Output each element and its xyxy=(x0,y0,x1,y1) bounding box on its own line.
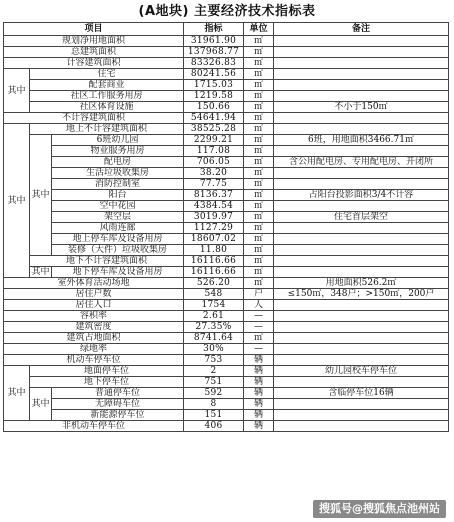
row-item: 空中花园 xyxy=(52,201,184,212)
row-unit: ㎡ xyxy=(244,201,274,212)
row-value: 1754 xyxy=(184,300,244,311)
table-row xyxy=(4,212,449,223)
row-note xyxy=(274,179,449,190)
table-row xyxy=(4,190,449,201)
row-unit: ㎡ xyxy=(244,47,274,58)
group-label: 其中 xyxy=(30,135,52,256)
row-item: 居住户数 xyxy=(4,289,184,300)
row-unit: ㎡ xyxy=(244,234,274,245)
row-value: 4384.54 xyxy=(184,201,244,212)
row-note xyxy=(274,410,449,421)
row-item: 地上停车库及设备用房 xyxy=(52,234,184,245)
row-item: 地下不计容建筑面积 xyxy=(30,256,184,267)
row-note xyxy=(274,245,449,256)
row-note xyxy=(274,344,449,355)
row-item: 规划净用地面积 xyxy=(4,36,184,47)
row-value: 38.20 xyxy=(184,168,244,179)
row-note xyxy=(274,201,449,212)
table-row xyxy=(4,102,449,113)
row-item: 室外体育活动场地 xyxy=(4,278,184,289)
row-item: 住宅 xyxy=(30,69,184,80)
row-value: 526.20 xyxy=(184,278,244,289)
row-item: 绿地率 xyxy=(4,344,184,355)
row-note xyxy=(274,146,449,157)
row-item: 新能源停车位 xyxy=(52,410,184,421)
row-note: 占阳台投影面积3/4不计容 xyxy=(274,190,449,201)
row-item: 居住人口 xyxy=(4,300,184,311)
row-value: 117.08 xyxy=(184,146,244,157)
row-value: 151 xyxy=(184,410,244,421)
table-row xyxy=(4,278,449,289)
table-title: (A地块) 主要经济技术指标表 xyxy=(138,4,316,19)
row-unit: ㎡ xyxy=(244,267,274,278)
row-item: 物业服务用房 xyxy=(52,146,184,157)
table-row xyxy=(4,421,449,432)
row-unit: ㎡ xyxy=(244,333,274,344)
row-item: 普通停车位 xyxy=(52,388,184,399)
row-item: 生活垃圾收集房 xyxy=(52,168,184,179)
row-unit: ㎡ xyxy=(244,146,274,157)
row-note: 幼儿园校车停车位 xyxy=(274,366,449,377)
row-value: 54641.94 xyxy=(184,113,244,124)
row-item: 地下停车库及设备用房 xyxy=(52,267,184,278)
row-note xyxy=(274,168,449,179)
row-unit: ㎡ xyxy=(244,36,274,47)
row-item: 装修（大件）垃圾收集房 xyxy=(52,245,184,256)
table-row xyxy=(4,135,449,146)
row-note: 住宅首层架空 xyxy=(274,212,449,223)
row-value: 77.75 xyxy=(184,179,244,190)
row-note xyxy=(274,58,449,69)
group-label: 其中 xyxy=(4,124,30,278)
row-note xyxy=(274,234,449,245)
row-item: 社区工作服务用房 xyxy=(30,91,184,102)
row-note xyxy=(274,377,449,388)
row-unit: ㎡ xyxy=(244,157,274,168)
row-unit: ㎡ xyxy=(244,168,274,179)
header-unit: 单位 xyxy=(244,23,274,36)
row-note xyxy=(274,36,449,47)
table-row xyxy=(4,388,449,399)
table-row xyxy=(4,146,449,157)
row-unit: ㎡ xyxy=(244,212,274,223)
row-item: 机动车停车位 xyxy=(4,355,184,366)
row-value: 706.05 xyxy=(184,157,244,168)
row-value: 406 xyxy=(184,421,244,432)
row-unit: ㎡ xyxy=(244,245,274,256)
row-value: 592 xyxy=(184,388,244,399)
row-value: 16116.66 xyxy=(184,267,244,278)
row-unit: ㎡ xyxy=(244,113,274,124)
row-note: ≤150㎡，348户；>150㎡，200户 xyxy=(274,289,449,300)
row-value: 31961.90 xyxy=(184,36,244,47)
header-item: 项目 xyxy=(4,23,184,36)
row-note xyxy=(274,300,449,311)
row-item: 社区体育设施 xyxy=(30,102,184,113)
table-row xyxy=(4,311,449,322)
table-row xyxy=(4,58,449,69)
row-note xyxy=(274,399,449,410)
row-item: 建筑密度 xyxy=(4,322,184,333)
row-note xyxy=(274,124,449,135)
row-unit: ㎡ xyxy=(244,80,274,91)
table-row xyxy=(4,399,449,410)
row-value: 1219.58 xyxy=(184,91,244,102)
row-value: 18607.02 xyxy=(184,234,244,245)
header-row xyxy=(4,23,449,36)
table-row xyxy=(4,322,449,333)
table-row xyxy=(4,80,449,91)
row-note xyxy=(274,113,449,124)
row-item: 非机动车停车位 xyxy=(4,421,184,432)
group-label: 其中 xyxy=(4,366,30,421)
table-row xyxy=(4,91,449,102)
row-unit: ㎡ xyxy=(244,223,274,234)
row-item: 容积率 xyxy=(4,311,184,322)
row-note xyxy=(274,91,449,102)
row-unit: ㎡ xyxy=(244,102,274,113)
table-row xyxy=(4,223,449,234)
row-unit: 辆 xyxy=(244,355,274,366)
table-row xyxy=(4,245,449,256)
row-unit: 辆 xyxy=(244,377,274,388)
row-value: 150.66 xyxy=(184,102,244,113)
row-value: 16116.66 xyxy=(184,256,244,267)
row-item: 建筑占地面积 xyxy=(4,333,184,344)
row-note xyxy=(274,256,449,267)
row-unit: 辆 xyxy=(244,421,274,432)
row-unit: ㎡ xyxy=(244,278,274,289)
table-row xyxy=(4,333,449,344)
row-value: 8741.64 xyxy=(184,333,244,344)
row-unit: — xyxy=(244,322,274,333)
row-item: 6班幼儿园 xyxy=(52,135,184,146)
row-value: 27.35% xyxy=(184,322,244,333)
group-label: 其中 xyxy=(4,69,30,113)
table-row xyxy=(4,300,449,311)
row-unit: 辆 xyxy=(244,399,274,410)
row-value: 80241.56 xyxy=(184,69,244,80)
row-value: 8136.37 xyxy=(184,190,244,201)
row-note xyxy=(274,355,449,366)
row-note xyxy=(274,223,449,234)
row-value: 83326.83 xyxy=(184,58,244,69)
row-item: 地下停车位 xyxy=(30,377,184,388)
table-row xyxy=(4,124,449,135)
row-note: 6班，用地面积3466.71㎡ xyxy=(274,135,449,146)
row-unit: ㎡ xyxy=(244,69,274,80)
row-item: 风雨连廊 xyxy=(52,223,184,234)
row-note xyxy=(274,333,449,344)
row-item: 无障碍车位 xyxy=(52,399,184,410)
row-item: 架空层 xyxy=(52,212,184,223)
row-note xyxy=(274,80,449,91)
row-note xyxy=(274,267,449,278)
row-value: 11.80 xyxy=(184,245,244,256)
table-row xyxy=(4,344,449,355)
row-unit: ㎡ xyxy=(244,91,274,102)
table-row xyxy=(4,234,449,245)
row-value: 38525.28 xyxy=(184,124,244,135)
row-value: 30% xyxy=(184,344,244,355)
row-item: 总建筑面积 xyxy=(4,47,184,58)
row-note: 含公用配电房、专用配电房、开闭所 xyxy=(274,157,449,168)
row-value: 751 xyxy=(184,377,244,388)
table-row xyxy=(4,36,449,47)
row-unit: ㎡ xyxy=(244,256,274,267)
row-item: 不计容建筑面积 xyxy=(4,113,184,124)
row-unit: ㎡ xyxy=(244,124,274,135)
row-note: 用地面积526.2㎡ xyxy=(274,278,449,289)
row-item: 地上不计容建筑面积 xyxy=(30,124,184,135)
row-unit: 辆 xyxy=(244,410,274,421)
economic-indicators-table xyxy=(3,22,449,432)
table-row xyxy=(4,410,449,421)
row-item: 配电房 xyxy=(52,157,184,168)
row-value: 8 xyxy=(184,399,244,410)
row-unit: — xyxy=(244,311,274,322)
row-note xyxy=(274,69,449,80)
row-note xyxy=(274,311,449,322)
row-item: 地面停车位 xyxy=(30,366,184,377)
row-value: 753 xyxy=(184,355,244,366)
row-note: 含临停车位16辆 xyxy=(274,388,449,399)
row-unit: 户 xyxy=(244,289,274,300)
table-row xyxy=(4,179,449,190)
row-unit: ㎡ xyxy=(244,179,274,190)
row-value: 1715.03 xyxy=(184,80,244,91)
table-row xyxy=(4,201,449,212)
row-unit: ㎡ xyxy=(244,190,274,201)
row-note xyxy=(274,421,449,432)
table-row xyxy=(4,69,449,80)
watermark: 搜狐号@搜狐焦点池州站 xyxy=(313,500,446,518)
table-row xyxy=(4,289,449,300)
row-note: 不小于150㎡ xyxy=(274,102,449,113)
row-value: 1127.29 xyxy=(184,223,244,234)
table-row xyxy=(4,267,449,278)
table-row xyxy=(4,355,449,366)
table-row xyxy=(4,366,449,377)
header-note: 备注 xyxy=(274,23,449,36)
table-row xyxy=(4,113,449,124)
row-value: 2 xyxy=(184,366,244,377)
row-value: 3019.97 xyxy=(184,212,244,223)
row-unit: ㎡ xyxy=(244,58,274,69)
table-row xyxy=(4,256,449,267)
table-row xyxy=(4,157,449,168)
group-label: 其中 xyxy=(31,267,50,277)
group-label: 其中 xyxy=(30,388,52,421)
row-value: 2.61 xyxy=(184,311,244,322)
row-value: 137968.77 xyxy=(184,47,244,58)
row-item: 阳台 xyxy=(52,190,184,201)
row-unit: — xyxy=(244,344,274,355)
row-unit: 辆 xyxy=(244,388,274,399)
row-unit: 人 xyxy=(244,300,274,311)
row-note xyxy=(274,47,449,58)
row-item: 消防控制室 xyxy=(52,179,184,190)
row-value: 548 xyxy=(184,289,244,300)
row-unit: 辆 xyxy=(244,366,274,377)
row-note xyxy=(274,322,449,333)
row-item: 配套商业 xyxy=(30,80,184,91)
row-value: 2299.21 xyxy=(184,135,244,146)
header-value: 指标 xyxy=(184,23,244,36)
row-unit: ㎡ xyxy=(244,135,274,146)
table-row xyxy=(4,168,449,179)
row-item: 计容建筑面积 xyxy=(4,58,184,69)
table-row xyxy=(4,377,449,388)
table-row xyxy=(4,47,449,58)
